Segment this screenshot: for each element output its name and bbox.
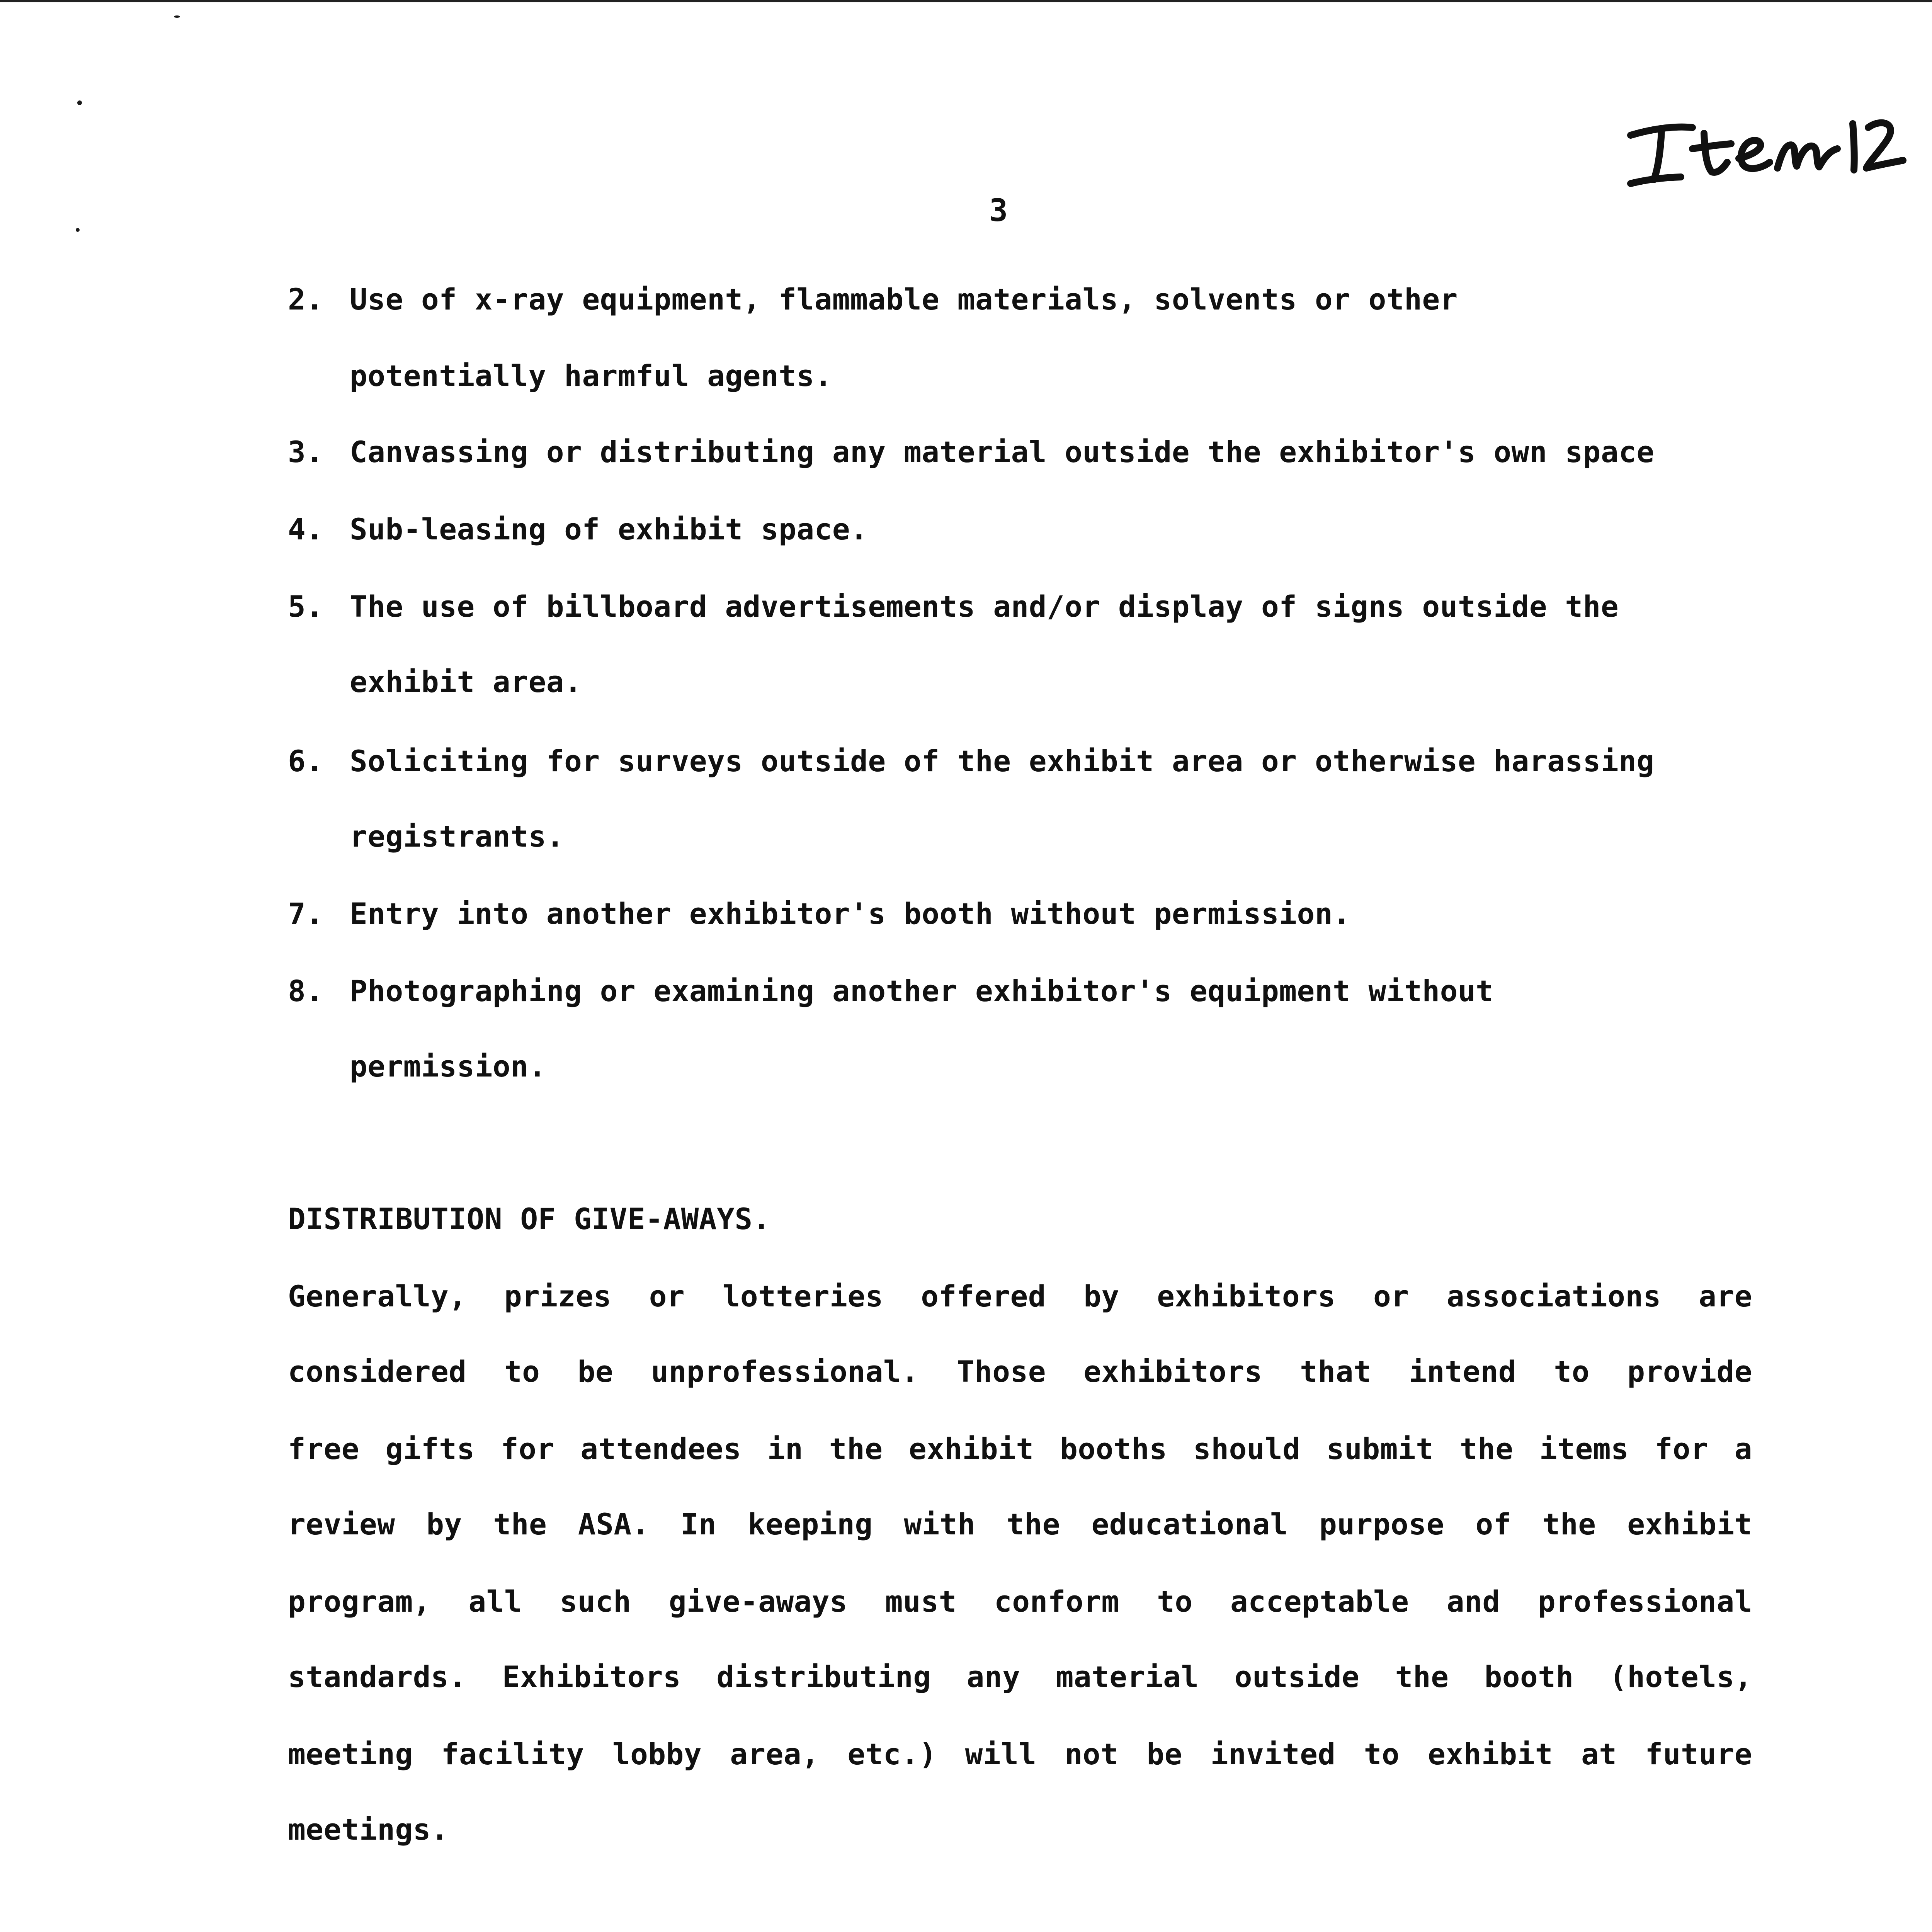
list-item-number: 3. xyxy=(288,435,324,469)
list-item-number: 6. xyxy=(288,744,324,778)
list-item-text: registrants. xyxy=(350,819,565,854)
scan-top-border xyxy=(0,0,1932,2)
list-item-text: Entry into another exhibitor's booth without permission. xyxy=(350,896,1351,931)
paragraph-line: considered to be unprofessional. Those exhibitors that intend to provide xyxy=(288,1354,1752,1389)
list-item-text: Soliciting for surveys outside of the exhibit area or otherwise harassing xyxy=(350,744,1655,778)
list-item-text: potentially harmful agents. xyxy=(350,359,832,393)
list-item-text: Photographing or examining another exhibitor's equipment without xyxy=(350,974,1494,1008)
list-item-number: 4. xyxy=(288,512,324,546)
list-item-number: 5. xyxy=(288,589,324,624)
list-item-text: Sub-leasing of exhibit space. xyxy=(350,512,868,546)
scan-speck xyxy=(77,100,82,105)
list-item-number: 8. xyxy=(288,974,324,1008)
paragraph-line: standards. Exhibitors distributing any material outside the booth (hotels, xyxy=(288,1660,1752,1694)
handwritten-item-note-icon xyxy=(1615,97,1909,197)
scan-speck xyxy=(174,15,180,18)
list-item-number: 2. xyxy=(288,282,324,316)
paragraph-line: free gifts for attendees in the exhibit booths should submit the items for a xyxy=(288,1432,1752,1466)
paragraph-line: meeting facility lobby area, etc.) will not be invited to exhibit at future xyxy=(288,1737,1752,1771)
handwritten-item-note xyxy=(1615,97,1909,197)
list-item-text: permission. xyxy=(350,1049,546,1083)
list-item-text: Use of x-ray equipment, flammable materials, solvents or other xyxy=(350,282,1458,316)
paragraph-line: meetings. xyxy=(288,1812,449,1847)
paragraph-line: Generally, prizes or lotteries offered by exhibitors or associations are xyxy=(288,1279,1752,1313)
list-item-text: The use of billboard advertisements and/or display of signs outside the xyxy=(350,589,1619,624)
list-item-text: Canvassing or distributing any material outside the exhibitor's own space xyxy=(350,435,1655,469)
page-number: 3 xyxy=(989,192,1008,228)
list-item-text: exhibit area. xyxy=(350,665,582,699)
paragraph-line: review by the ASA. In keeping with the educational purpose of the exhibit xyxy=(288,1507,1752,1541)
paragraph-line: program, all such give-aways must conform to acceptable and professional xyxy=(288,1584,1752,1619)
scan-speck xyxy=(76,228,80,232)
list-item-number: 7. xyxy=(288,896,324,931)
section-heading-give-aways: DISTRIBUTION OF GIVE-AWAYS. xyxy=(288,1202,770,1236)
